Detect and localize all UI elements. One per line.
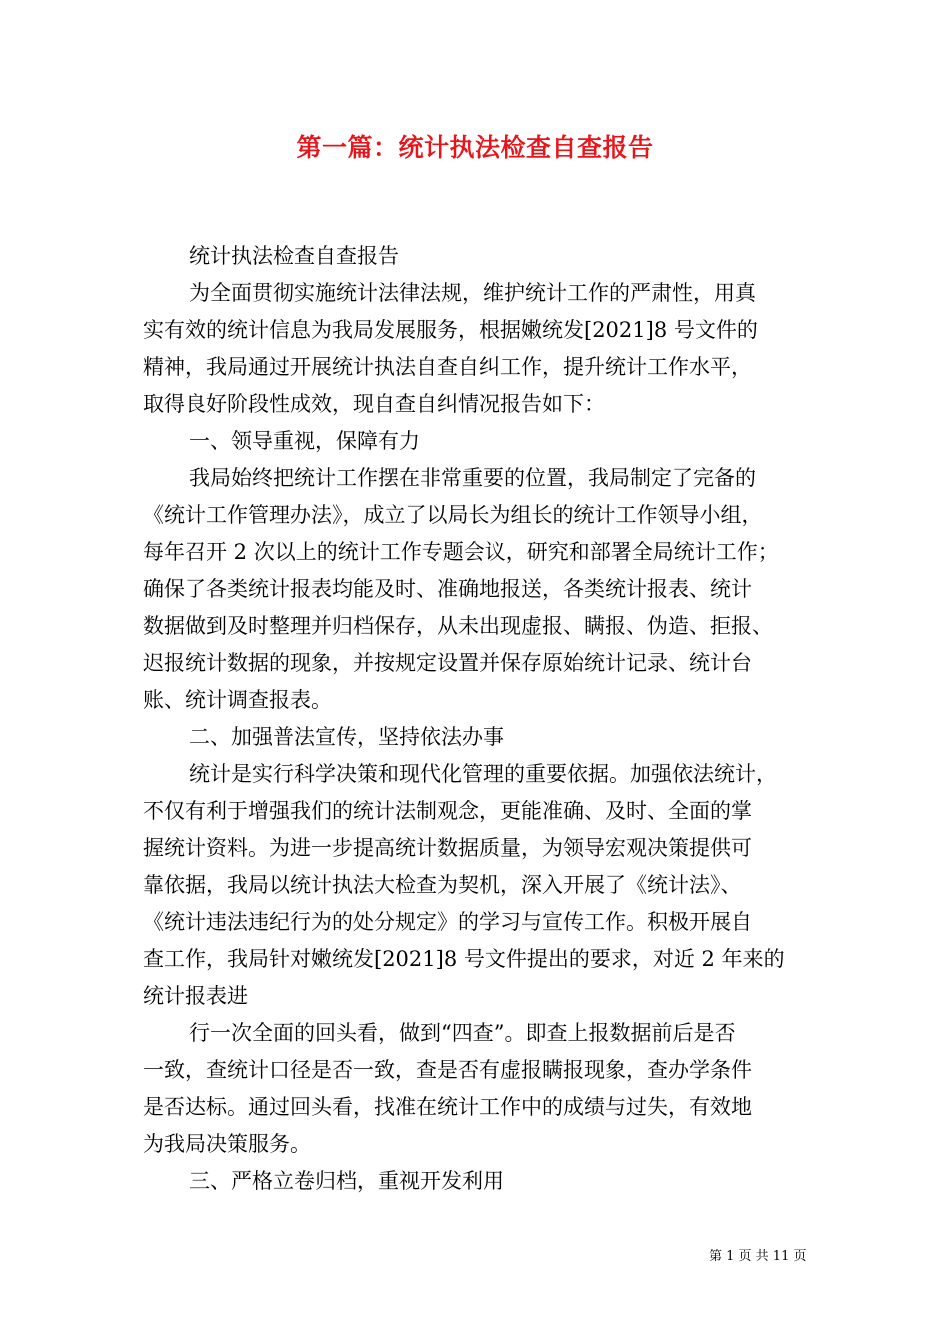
- body-line: 账、统计调查报表。: [143, 688, 332, 712]
- document-body: [143, 238, 812, 1200]
- body-line: 统计是实行科学决策和现代化管理的重要依据。加强依法统计，: [189, 762, 777, 786]
- body-line: 《统计工作管理办法》，成立了以局长为组长的统计工作领导小组，: [143, 503, 763, 527]
- body-line: 三、严格立卷归档，重视开发利用: [189, 1169, 504, 1193]
- body-line: 实有效的统计信息为我局发展服务，根据嫩统发[2021]8 号文件的: [143, 318, 758, 342]
- body-line: 我局始终把统计工作摆在非常重要的位置，我局制定了完备的: [189, 466, 756, 490]
- body-line: 是否达标。通过回头看，找准在统计工作中的成绩与过失，有效地: [143, 1095, 752, 1119]
- body-line: 统计报表进: [143, 984, 248, 1008]
- body-line: 确保了各类统计报表均能及时、准确地报送，各类统计报表、统计: [143, 577, 752, 601]
- body-line: 握统计资料。为进一步提高统计数据质量，为领导宏观决策提供可: [143, 836, 752, 860]
- body-line: 为全面贯彻实施统计法律法规，维护统计工作的严肃性，用真: [189, 281, 756, 305]
- body-line: 为我局决策服务。: [143, 1132, 311, 1156]
- body-line: 精神，我局通过开展统计执法自查自纠工作，提升统计工作水平，: [143, 355, 752, 379]
- body-line: 每年召开 2 次以上的统计工作专题会议，研究和部署全局统计工作；: [143, 540, 779, 564]
- body-line: 统计执法检查自查报告: [189, 244, 399, 268]
- body-line: 《统计违法违纪行为的处分规定》的学习与宣传工作。积极开展自: [143, 910, 752, 934]
- body-line: 查工作，我局针对嫩统发[2021]8 号文件提出的要求，对近 2 年来的: [143, 947, 785, 971]
- body-line: 二、加强普法宣传，坚持依法办事: [189, 725, 504, 749]
- body-line: 行一次全面的回头看，做到“四查”。即查上报数据前后是否: [189, 1021, 736, 1045]
- body-line: 不仅有利于增强我们的统计法制观念，更能准确、及时、全面的掌: [143, 799, 752, 823]
- body-line: 一、领导重视，保障有力: [189, 429, 420, 453]
- body-line: 迟报统计数据的现象，并按规定设置并保存原始统计记录、统计台: [143, 651, 752, 675]
- body-line: 一致，查统计口径是否一致，查是否有虚报瞒报现象，查办学条件: [143, 1058, 752, 1082]
- page-number: 第 1 页 共 11 页: [709, 1249, 807, 1264]
- body-line: 数据做到及时整理并归档保存，从未出现虚报、瞒报、伪造、拒报、: [143, 614, 773, 638]
- body-line: 靠依据，我局以统计执法大检查为契机，深入开展了《统计法》、: [143, 873, 742, 897]
- document-title: 第一篇：统计执法检查自查报告: [296, 133, 654, 162]
- body-line: 取得良好阶段性成效，现自查自纠情况报告如下：: [143, 392, 605, 416]
